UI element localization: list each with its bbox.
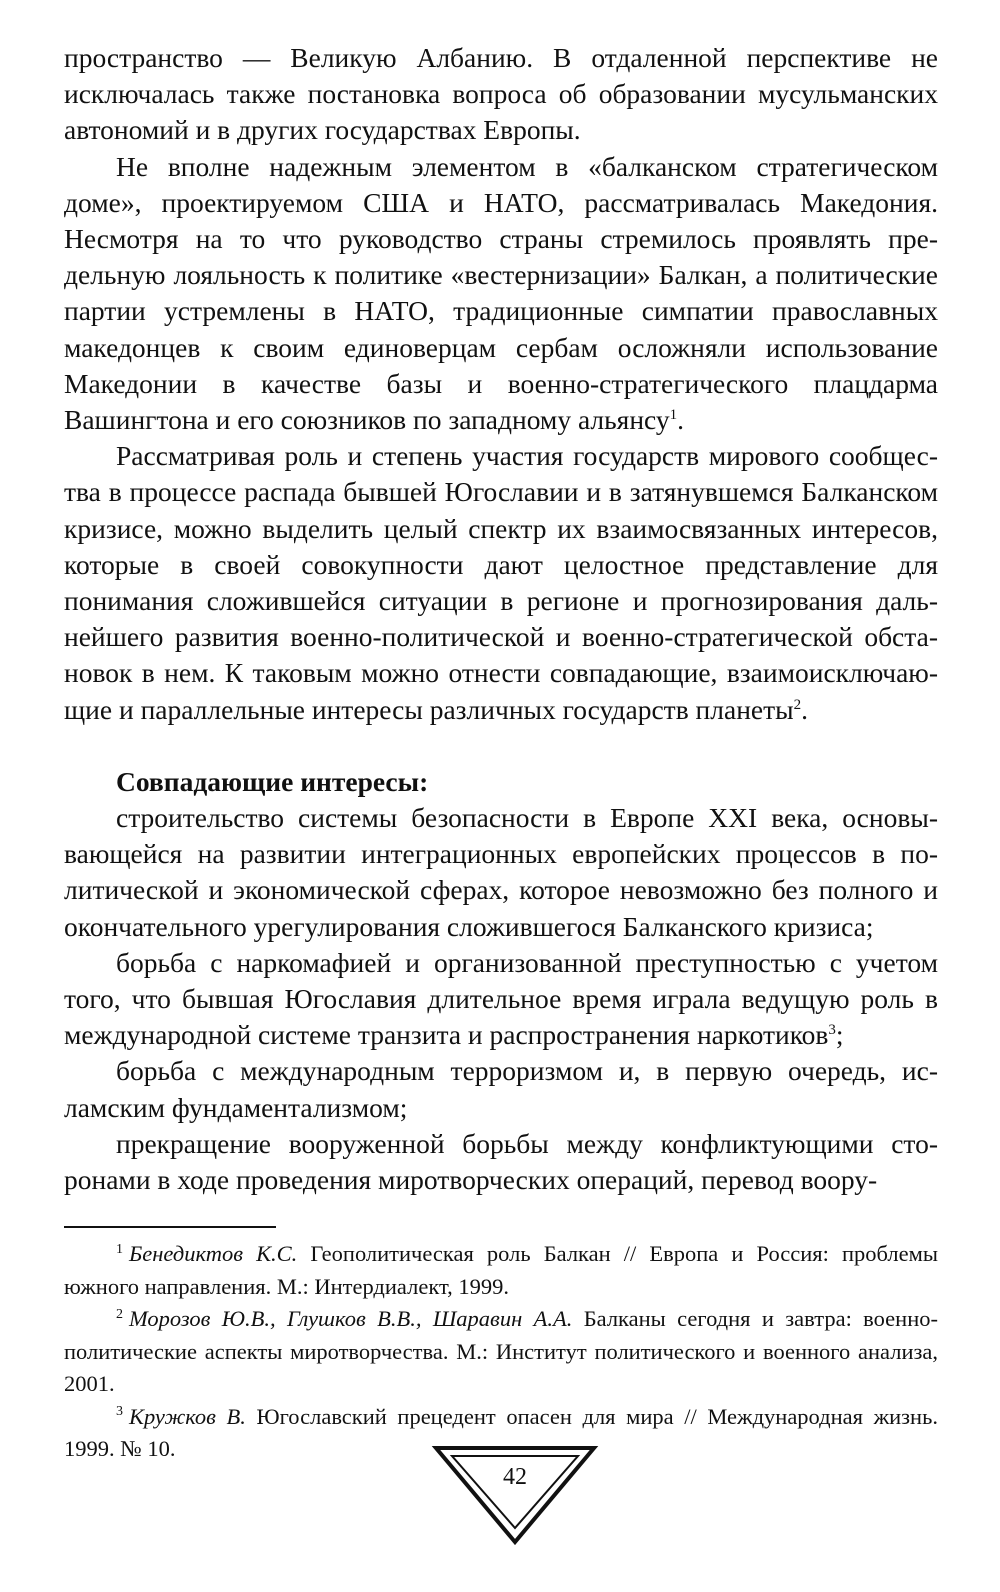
footnote-2-author: Морозов Ю.В., Глушков В.В., Шаравин А.А. <box>129 1306 573 1332</box>
footnote-ref-3[interactable]: 3 <box>828 1022 836 1039</box>
footnote-1-number: 1 <box>116 1241 123 1257</box>
footnote-divider <box>64 1226 276 1228</box>
page-content <box>64 40 938 1466</box>
footnote-ref-1[interactable]: 1 <box>669 406 678 423</box>
footnote-2 <box>64 1303 938 1401</box>
footnote-3-author: Кружков В. <box>129 1403 246 1429</box>
footnote-2-number: 2 <box>116 1306 123 1322</box>
section-heading: Совпадающие интересы: <box>116 765 429 797</box>
paragraph-2 <box>64 149 938 439</box>
footnote-1 <box>64 1238 938 1303</box>
page-number: 42 <box>503 1464 527 1490</box>
list-item <box>64 945 938 1054</box>
paragraph-3 <box>64 438 938 728</box>
paragraph-2-end: . <box>677 404 685 436</box>
footnote-3-text: Югославский прецедент опасен для мира // Международная жизнь. 1999. № 10. <box>64 1403 938 1462</box>
footnote-3-number: 3 <box>116 1404 123 1420</box>
paragraph-3-text: Рассматривая роль и степень участия государств мирового сообщества в процессе распада бывшей Югославии и в затянувшемся Балканском кризисе, можно выделить целый спектр их взаимосвязанных интересов, которые в своей совокупности дают целостное представление для понимания сложившейся ситуации в регионе и прогнозирования дальнейшего развития военно-политической и военно-стратегической обстановок в нем. К таковым можно отнести совпадающие, взаимоисключающие и параллельные интересы различных государств планеты <box>64 440 938 725</box>
list-item <box>64 800 938 945</box>
list-item-2-end: ; <box>835 1019 844 1051</box>
paragraph-2-text: Не вполне надежным элементом в «балканском стратегическом доме», проектируемом США и НАТО, рассматривалась Македония. Несмотря на то что руководство страны стремилось проявлять предельную лояльность к политике «вестернизации» Балкан, а политические партии устремлены в НАТО, традиционные симпатии православных македонцев к своим единоверцам сербам осложняли использование Македонии в качестве базы и военно-стратегического плацдарма Вашингтона и его союзников по западному альянсу <box>64 150 938 436</box>
list-item-2-text: борьба с наркомафией и организованной преступностью с учетом того, что бывшая Югославия длительное время играла ведущую роль в международной системе транзита и распространения наркотиков <box>64 946 938 1051</box>
list-item-3-text: борьба с международным терроризмом и, в первую очередь, исламским фундаментализмом; <box>64 1055 938 1123</box>
paragraph-1-text: пространство — Великую Албанию. В отдаленной перспективе не исключалась также постановка вопроса об образовании мусульманских автономий и в других государствах Европы. <box>64 42 938 146</box>
list-item-4-text: прекращение вооруженной борьбы между конфликтующими сторонами в ходе проведения миротворческих операций, перевод воору- <box>64 1127 938 1196</box>
list-item <box>64 1126 938 1198</box>
footnote-2-text: Балканы сегодня и завтра: военно-политические аспекты миротворчества. М.: Институт политического и военного анализа, 2001. <box>64 1306 938 1397</box>
list-item <box>64 1053 938 1125</box>
paragraph-1 <box>64 40 938 149</box>
footnote-ref-2[interactable]: 2 <box>793 696 802 713</box>
list-item-1-text: строительство системы безопасности в Европе XXI века, основывающейся на развитии интеграционных европейских процессов в политической и экономической сферах, которое невозможно без полного и окончательного урегулирования сложившегося Балканского кризиса; <box>64 802 938 942</box>
page-number-badge <box>430 1442 600 1550</box>
footnote-1-text: Геополитическая роль Балкан // Европа и Россия: проблемы южного направления. М.: Интердиалект, 1999. <box>64 1241 939 1299</box>
footnote-1-author: Бенедиктов К.С. <box>129 1241 298 1267</box>
paragraph-3-end: . <box>801 693 808 725</box>
page-number-triangle-icon <box>430 1442 600 1550</box>
